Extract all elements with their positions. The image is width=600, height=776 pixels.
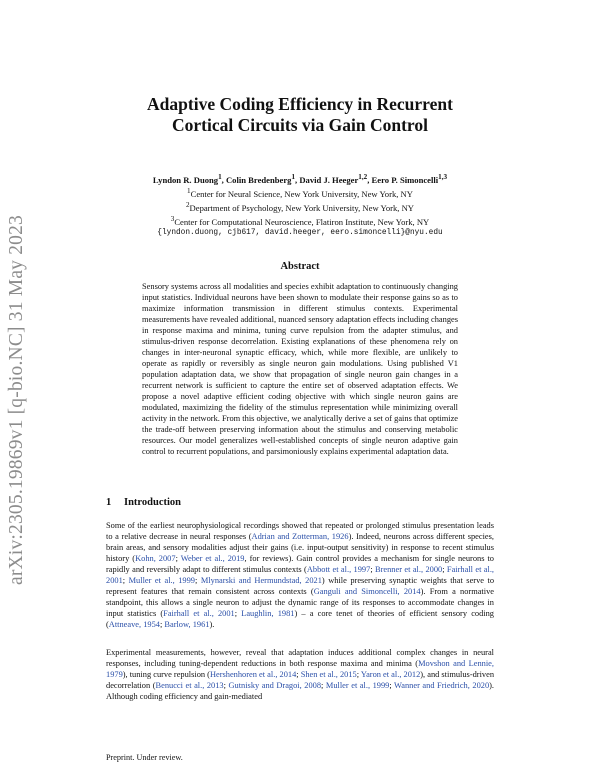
citation-link[interactable]: Ganguli and Simoncelli, 2014	[313, 587, 421, 596]
citation-link[interactable]: Muller et al., 1999	[325, 681, 390, 690]
section-heading-introduction	[106, 497, 181, 508]
author-name: David J. Heeger	[299, 174, 359, 185]
citation-link[interactable]: Muller et al., 1999	[128, 576, 195, 585]
title-line-2: Cortical Circuits via Gain Control	[171, 115, 428, 135]
arxiv-identifier-stamp: arXiv:2305.19869v1 [q-bio.NC] 31 May 2023	[6, 215, 27, 585]
citation-link[interactable]: Fairhall et al., 2001	[106, 565, 495, 585]
citation-link[interactable]: Attneave, 1954	[108, 620, 160, 629]
abstract-heading: Abstract	[280, 261, 320, 272]
author-affiliation-marker: 1	[218, 173, 222, 181]
citation-link[interactable]: Gutnisky and Dragoi, 2008	[228, 681, 322, 690]
intro-paragraph-2: Experimental measurements, however, reveal that adaptation induces additional complex changes in neural responses, including tuning-dependent reductions in both response maxima and minima (Movshon and Lennie, 1979), tuning curve repulsion (Hershenhoren et al., 2014; Shen et al., 2015; Yaron et al., 2012), and stimulus-driven decorrelation (Benucci et al., 2013; Gutnisky and Dragoi, 2008; Muller et al., 1999; Wanner and Friedrich, 2020). Although coding efficiency and gain-mediated	[106, 648, 495, 701]
paper-title	[60, 94, 540, 136]
citation-link[interactable]: Hershenhoren et al., 2014	[209, 670, 297, 679]
author-name: Colin Bredenberg	[225, 174, 292, 185]
title-line-1: Adaptive Coding Efficiency in Recurrent	[147, 94, 453, 114]
author-name: Lyndon R. Duong	[152, 174, 219, 185]
author-block	[60, 172, 540, 239]
citation-link[interactable]: Movshon and Lennie, 1979	[106, 659, 494, 679]
citation-link[interactable]: Mlynarski and Hermundstad, 2021	[200, 576, 322, 585]
affiliation-2: $^2$Department of Psychology, New York University, New York, NY	[185, 201, 415, 213]
author-affiliation-marker: 1,3	[438, 173, 448, 181]
section-title: Introduction	[124, 497, 181, 508]
citation-link[interactable]: Abbott et al., 1997	[306, 565, 371, 574]
citation-link[interactable]: Wanner and Friedrich, 2020	[394, 681, 490, 690]
author-names: Lyndon R. Duong$^1$, Colin Bredenberg$^1$, David J. Heeger$^{1,2}$, Eero P. Simoncelli$^{1,3}$	[152, 173, 448, 185]
author-emails: {lyndon.duong, cjb617, david.heeger, eero.simoncelli}@nyu.edu	[157, 229, 443, 238]
citation-link[interactable]: Yaron et al., 2012	[360, 670, 421, 679]
author-affiliation-marker: 1	[291, 173, 296, 181]
citation-link[interactable]: Shen et al., 2015	[300, 670, 357, 679]
affiliation-3: $^3$Center for Computational Neuroscience, Flatiron Institute, New York, NY	[170, 215, 430, 228]
citation-link[interactable]: Barlow, 1961	[164, 620, 210, 629]
citation-link[interactable]: Laughlin, 1981	[241, 609, 295, 618]
abstract-body: Sensory systems across all modalities and species exhibit adaptation to continuously changing input statistics. Individual neurons have been shown to modulate their response gains so as to maximize information transmission in different stimulus contexts. Experimental measurements have revealed additional, nuanced sensory adaptation effects including changes in response maxima and minima, tuning curve repulsion from the adapter stimulus, and stimulus-driven response decorrelation. Existing explanations of these phenomena rely on changes in inter-neuronal synaptic efficacy, which, while more flexible, are unlikely to operate as rapidly or reversibly as single neuron gain modulations. Using published V1 population adaptation data, we show that propagation of single neuron gain changes in a recurrent network is sufficient to capture the entire set of observed adaptation effects. We propose a novel adaptive efficient coding objective with which single neuron gains are modulated, maximizing the fidelity of the stimulus representation while minimizing overall activity in the network. From this objective, we analytically derive a set of gains that optimize the trade-off between preserving information about the stimulus and conserving metabolic resources. Our model generalizes well-established concepts of single neuron adaptive gain control to recurrent populations, and parsimoniously explains experimental adaptation data.	[142, 282, 458, 456]
citation-link[interactable]: Benucci et al., 2013	[155, 681, 224, 690]
author-name: Eero P. Simoncelli	[371, 174, 439, 185]
citation-link[interactable]: Adrian and Zotterman, 1926	[251, 532, 349, 541]
citation-link[interactable]: Fairhall et al., 2001	[163, 609, 235, 618]
preprint-footer: Preprint. Under review.	[106, 753, 183, 762]
citation-link[interactable]: Weber et al., 2019	[180, 554, 245, 563]
citation-link[interactable]: Kohn, 2007	[135, 554, 176, 563]
author-affiliation-marker: 1,2	[358, 173, 368, 181]
affiliation-1: $^1$Center for Neural Science, New York University, New York, NY	[187, 187, 413, 199]
section-number: 1	[106, 497, 112, 508]
citation-link[interactable]: Brenner et al., 2000	[375, 565, 443, 574]
intro-paragraph-1: Some of the earliest neurophysiological recordings showed that repeated or prolonged stimulus presentation leads to a relative decrease in neural responses (Adrian and Zotterman, 1926). Indeed, neurons across different species, brain areas, and sensory modalities adjust their gains (i.e. input-output sensitivity) in response to recent stimulus history (Kohn, 2007; Weber et al., 2019, for reviews). Gain control provides a mechanism for single neurons to rapidly and reversibly adapt to different stimulus contexts (Abbott et al., 1997; Brenner et al., 2000; Fairhall et al., 2001; Muller et al., 1999; Mlynarski and Hermundstad, 2021) while preserving synaptic weights that serve to represent features that remain consistent across contexts (Ganguli and Simoncelli, 2014). From a normative standpoint, this allows a single neuron to adjust the dynamic range of its responses to accommodate changes in input statistics (Fairhall et al., 2001; Laughlin, 1981) – a core tenet of theories of efficient sensory coding (Attneave, 1954; Barlow, 1961).	[106, 521, 495, 629]
